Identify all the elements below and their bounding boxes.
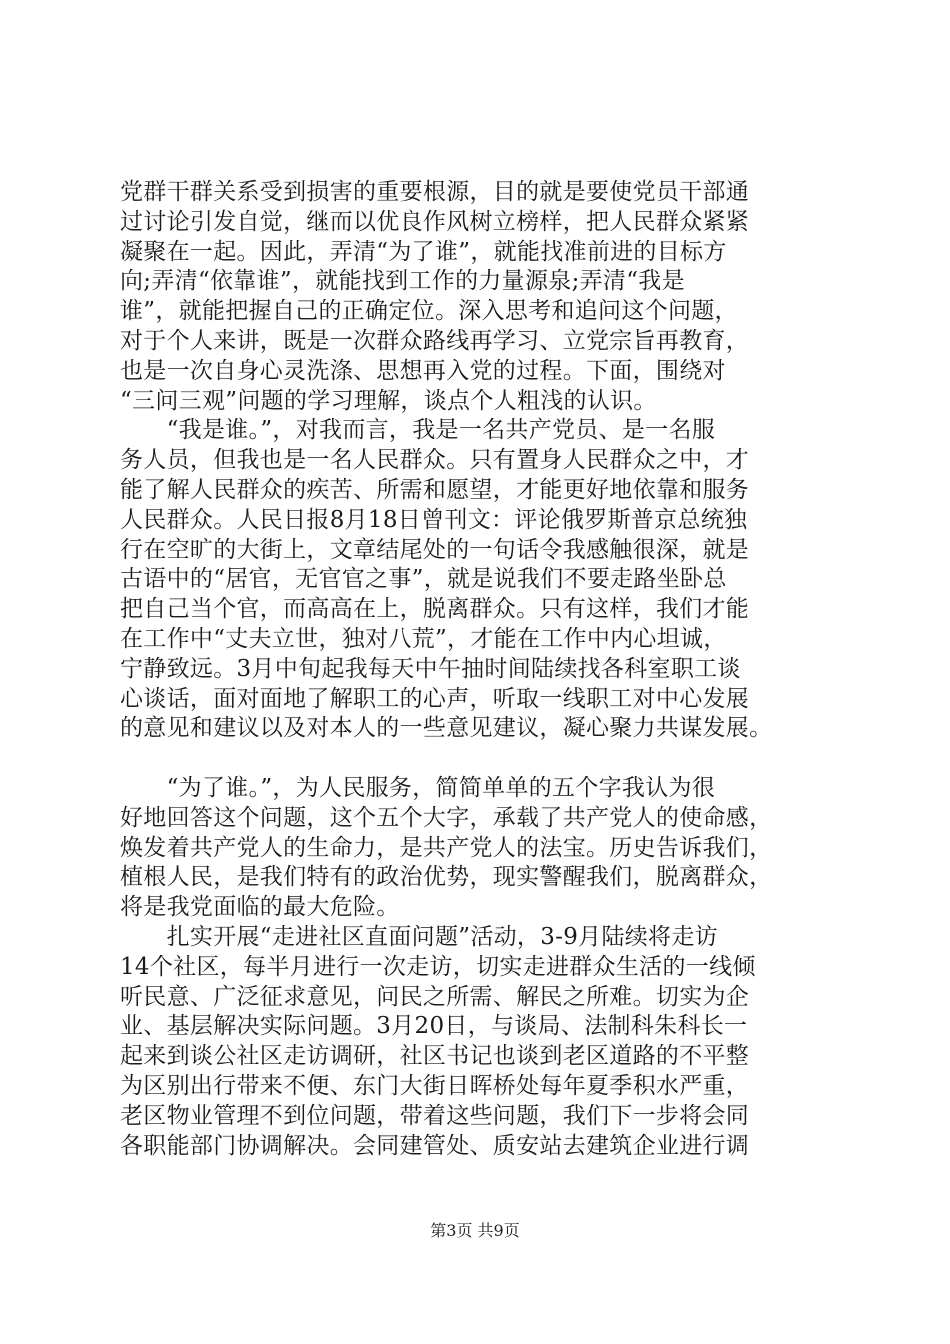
text-line: 行在空旷的大街上，文章结尾处的一句话令我感触很深，就是 — [120, 536, 750, 563]
text-line: 对于个人来讲，既是一次群众路线再学习、立党宗旨再教育， — [120, 327, 750, 354]
text-line: 老区物业管理不到位问题，带着这些问题，我们下一步将会同 — [120, 1102, 750, 1129]
text-line: 古语中的“居官，无官官之事”，就是说我们不要走路坐卧总 — [120, 566, 727, 593]
text-line: 的意见和建议以及对本人的一些意见建议，凝心聚力共谋发展。 — [120, 715, 773, 742]
text-line: 人民群众。人民日报8月18日曾刊文：评论俄罗斯普京总统独 — [120, 506, 748, 533]
text-line: 将是我党面临的最大危险。 — [120, 894, 400, 921]
text-line: 过讨论引发自觉，继而以优良作风树立榜样，把人民群众紧紧 — [120, 208, 750, 235]
text-line: “为了谁。”，为人民服务，简简单单的五个字我认为很 — [120, 774, 716, 801]
paragraph-gap — [120, 744, 838, 774]
text-line: 向;弄清“依靠谁”，就能找到工作的力量源泉;弄清“我是 — [120, 268, 685, 295]
text-line: 也是一次自身心灵洗涤、思想再入党的过程。下面，围绕对 — [120, 357, 726, 384]
text-line: 谁”，就能把握自己的正确定位。深入思考和追问这个问题， — [120, 298, 738, 325]
text-line: 各职能部门协调解决。会同建管处、质安站去建筑企业进行调 — [120, 1132, 750, 1159]
text-line: 在工作中“丈夫立世，独对八荒”，才能在工作中内心坦诚， — [120, 625, 727, 652]
body-text — [120, 178, 838, 1161]
text-line: 植根人民，是我们特有的政治优势，现实警醒我们，脱离群众， — [120, 864, 773, 891]
text-line: 能了解人民群众的疾苦、所需和愿望，才能更好地依靠和服务 — [120, 476, 750, 503]
text-line: 把自己当个官，而高高在上，脱离群众。只有这样，我们才能 — [120, 596, 750, 623]
text-line: 听民意、广泛征求意见，问民之所需、解民之所难。切实为企 — [120, 983, 750, 1010]
text-line: 焕发着共产党人的生命力，是共产党人的法宝。历史告诉我们， — [120, 834, 773, 861]
page-footer: 第3页 共9页 — [430, 1221, 520, 1240]
text-line: “我是谁。”，对我而言，我是一名共产党员、是一名服 — [120, 417, 716, 444]
text-line: 为区别出行带来不便、东门大街日晖桥处每年夏季积水严重， — [120, 1072, 750, 1099]
text-line: 党群干群关系受到损害的重要根源，目的就是要使党员干部通 — [120, 179, 750, 205]
text-line: 起来到谈公社区走访调研，社区书记也谈到老区道路的不平整 — [120, 1043, 750, 1070]
text-line: 心谈话，面对面地了解职工的心声，听取一线职工对中心发展 — [120, 685, 750, 712]
text-line: 宁静致远。3月中旬起我每天中午抽时间陆续找各科室职工谈 — [120, 655, 741, 682]
text-line: “三问三观”问题的学习理解，谈点个人粗浅的认识。 — [120, 387, 657, 414]
text-line: 好地回答这个问题，这个五个大字，承载了共产党人的使命感， — [120, 804, 773, 831]
text-line: 务人员，但我也是一名人民群众。只有置身人民群众之中，才 — [120, 447, 750, 474]
text-line: 14个社区，每半月进行一次走访，切实走进群众生活的一线倾 — [120, 953, 756, 980]
text-line: 凝聚在一起。因此，弄清“为了谁”，就能找准前进的目标方 — [120, 238, 727, 265]
text-line: 业、基层解决实际问题。3月20日，与谈局、法制科朱科长一 — [120, 1013, 748, 1040]
text-line: 扎实开展“走进社区直面问题”活动，3-9月陆续将走访 — [120, 923, 718, 950]
